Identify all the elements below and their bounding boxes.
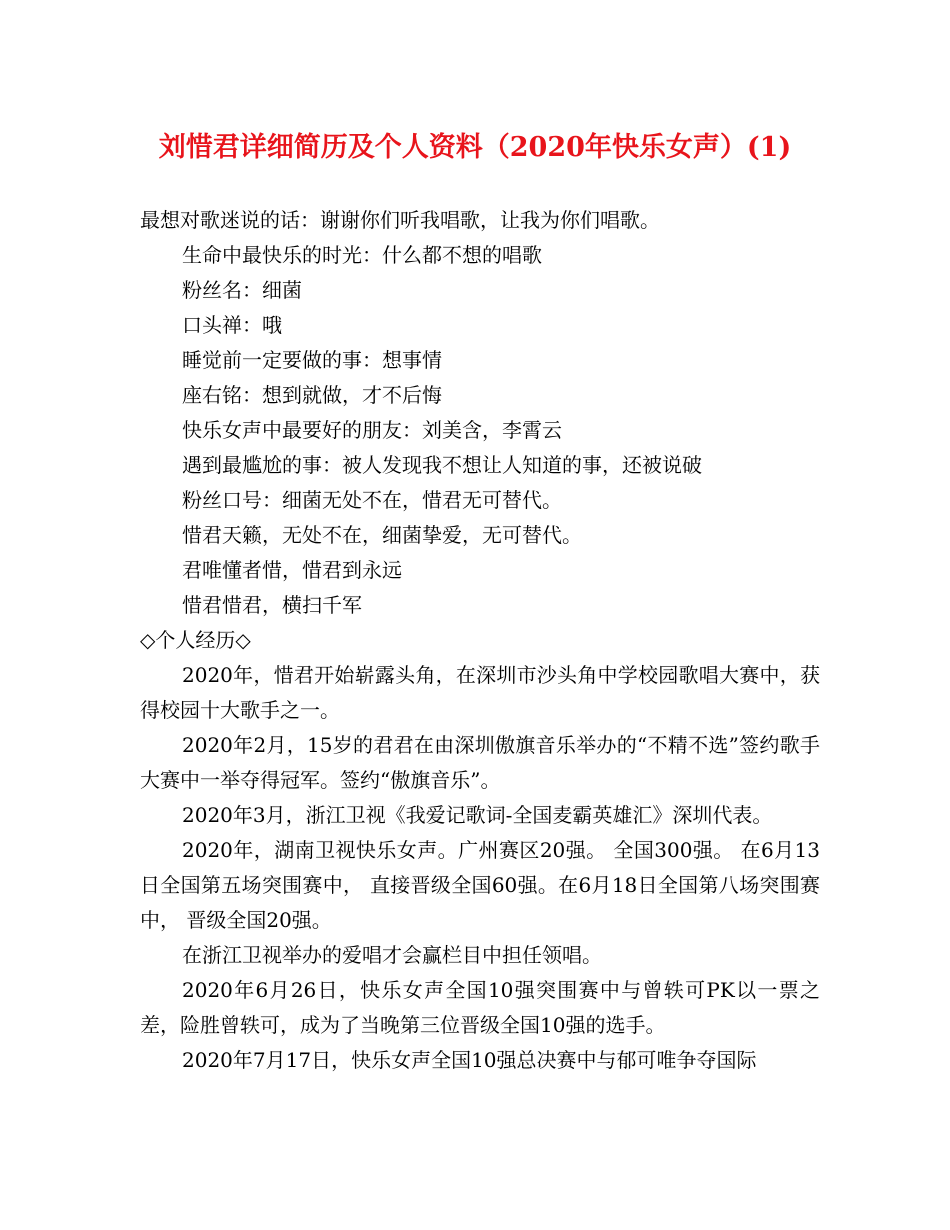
paragraph-message-to-fans: 最想对歌迷说的话：谢谢你们听我唱歌，让我为你们唱歌。 xyxy=(140,208,660,232)
paragraph-slogan-3: 君唯懂者惜，惜君到永远 xyxy=(182,558,402,582)
paragraph-before-sleep: 睡觉前一定要做的事：想事情 xyxy=(182,348,442,372)
document-title: 刘惜君详细简历及个人资料（2020年快乐女声）(1) xyxy=(158,132,792,163)
paragraph-history-finals: 2020年7月17日，快乐女声全国10强总决赛中与郁可唯争夺国际 xyxy=(182,1048,757,1072)
paragraph-motto: 座右铭：想到就做，才不后悔 xyxy=(182,383,442,407)
paragraph-embarrassing: 遇到最尴尬的事：被人发现我不想让人知道的事，还被说破 xyxy=(182,453,702,477)
paragraph-happiest-time: 生命中最快乐的时光：什么都不想的唱歌 xyxy=(182,243,542,267)
section-heading-personal-history: ◇个人经历◇ xyxy=(140,628,251,652)
paragraph-history-super-girl: 2020年，湖南卫视快乐女声。广州赛区20强。 全国300强。 在6月13日全国第五场突围赛中， 直接晋级全国60强。在6月18日全国第八场突围赛中， 晋级全国20强。 xyxy=(140,838,820,932)
paragraph-history-top10: 2020年6月26日，快乐女声全国10强突围赛中与曾轶可PK以一票之差，险胜曾轶可，成为了当晚第三位晋级全国10强的选手。 xyxy=(140,978,820,1037)
paragraph-history-signing: 2020年2月，15岁的君君在由深圳傲旗音乐举办的“不精不选”签约歌手大赛中一举夺得冠军。签约“傲旗音乐”。 xyxy=(140,733,820,792)
paragraph-history-zhejiang: 2020年3月，浙江卫视《我爱记歌词-全国麦霸英雄汇》深圳代表。 xyxy=(182,803,773,827)
paragraph-fan-slogan: 粉丝口号：细菌无处不在，惜君无可替代。 xyxy=(182,488,562,512)
paragraph-slogan-4: 惜君惜君，横扫千军 xyxy=(182,593,362,617)
paragraph-history-school: 2020年，惜君开始崭露头角，在深圳市沙头角中学校园歌唱大赛中，获得校园十大歌手之一。 xyxy=(140,663,820,722)
paragraph-fan-name: 粉丝名：细菌 xyxy=(182,278,302,302)
paragraph-slogan-2: 惜君天籁，无处不在，细菌挚爱，无可替代。 xyxy=(182,523,582,547)
paragraph-best-friends: 快乐女声中最要好的朋友：刘美含，李霄云 xyxy=(182,418,562,442)
paragraph-history-lead-singer: 在浙江卫视举办的爱唱才会赢栏目中担任领唱。 xyxy=(182,943,602,967)
document-body xyxy=(140,203,820,1078)
paragraph-catchphrase: 口头禅：哦 xyxy=(182,313,282,337)
